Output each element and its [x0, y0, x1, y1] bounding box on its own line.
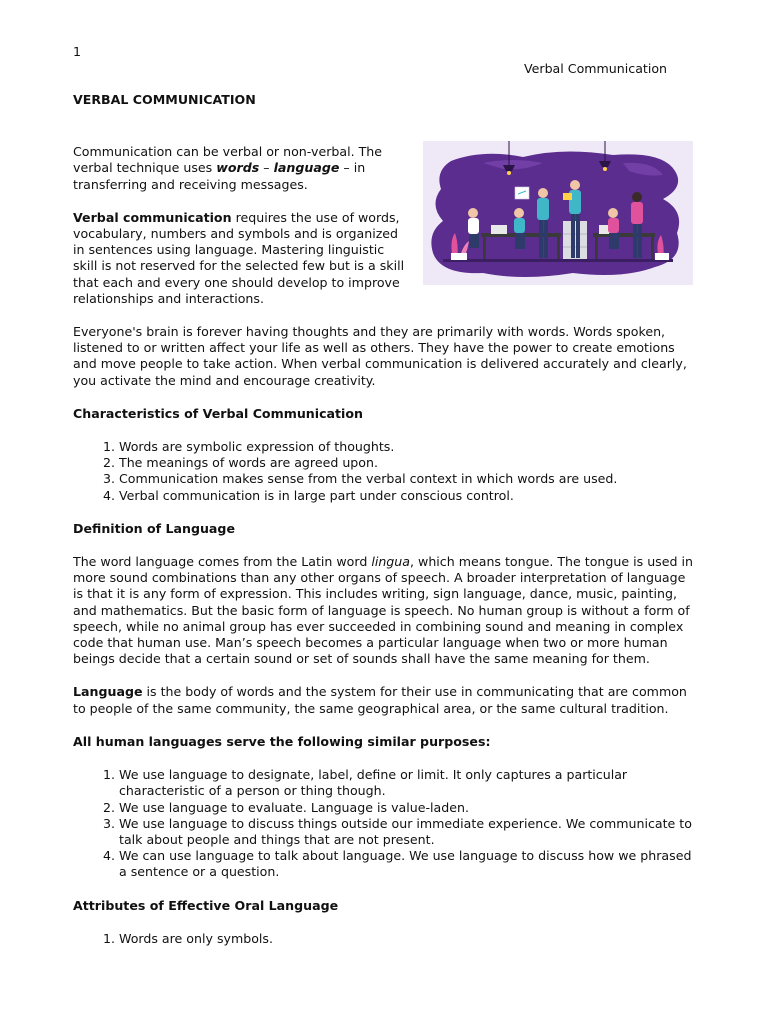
list-item: 3. We use language to discuss things outside our immediate experience. We communicate to talk about people and things that are not present.: [119, 816, 698, 848]
text: The word language comes from the Latin word: [73, 554, 372, 570]
document-title: VERBAL COMMUNICATION: [73, 92, 256, 107]
office-illustration: [423, 141, 693, 285]
term-lingua: lingua: [371, 554, 411, 570]
heading-definition: Definition of Language: [73, 520, 235, 536]
attributes-list: [73, 931, 698, 947]
emphasis-words: words: [216, 160, 260, 176]
list-item: 1. We use language to designate, label, define or limit. It only captures a particular characteristic of a person or thing though.: [119, 767, 698, 799]
heading-characteristics: Characteristics of Verbal Communication: [73, 405, 363, 421]
text: is the body of words and the system for their use in communicating that are common to people of the same community, the same geographical area, or the same cultural tradition.: [73, 684, 687, 716]
text: – in transferring and receiving messages.: [73, 160, 366, 192]
document-body: [73, 92, 698, 947]
list-item: 2. We use language to evaluate. Language is value-laden.: [119, 800, 698, 816]
heading-attributes: Attributes of Effective Oral Language: [73, 897, 339, 913]
paragraph-brain: Everyone's brain is forever having thoughts and they are primarily with words. Words spoken, listened to or written affect your life as well as others. They have the power to create emotions and move people to take action. When verbal communication is delivered accurately and clearly, you activate the mind and encourage creativity.: [73, 324, 687, 388]
emphasis-language: language: [273, 160, 340, 176]
intro-paragraph-2: [73, 210, 408, 307]
text: , which means tongue. The tongue is used in more sound combinations than any other organs of speech. A broader interpretation of language is that it is any form of expression. This includes writing, sign language, dance, music, painting, and mathematics. But the basic form of language is speech. No human group is without a form of speech, while no animal group has ever succeeded in combining sound and meaning in complex code that human use. Man’s speech becomes a particular language when two or more human beings decide that a certain sound or set of sounds shall have the same meaning for them.: [73, 554, 693, 667]
text: Communication can be verbal or non-verbal. The verbal technique uses: [73, 144, 383, 176]
heading-purposes: All human languages serve the following similar purposes:: [73, 733, 491, 749]
text: –: [259, 160, 274, 176]
term-language: Language: [73, 684, 143, 700]
list-item: 2. The meanings of words are agreed upon.: [119, 455, 698, 471]
intro-paragraph-1: [73, 144, 408, 193]
term-verbal-communication: Verbal communication: [73, 209, 232, 225]
list-item: 4. We can use language to talk about language. We use language to discuss how we phrased a sentence or a question.: [119, 848, 698, 880]
intro-section: [73, 144, 698, 307]
running-head: Verbal Communication: [524, 61, 668, 76]
purposes-list: [73, 767, 698, 880]
text: requires the use of words, vocabulary, numbers and symbols and is organized in sentences using language. Mastering linguistic skill is not reserved for the selected few but is a skill that each and every one should develop to improve relationships and interactions.: [73, 209, 405, 306]
list-item: 4. Verbal communication is in large part under conscious control.: [119, 488, 698, 504]
intro-text: [73, 144, 408, 307]
characteristics-list: [73, 439, 698, 504]
paragraph-language: [73, 684, 698, 716]
page-number: 1: [73, 44, 82, 59]
paragraph-definition: [73, 554, 698, 667]
list-item: 1. Words are only symbols.: [119, 931, 698, 947]
list-item: 1. Words are symbolic expression of thoughts.: [119, 439, 698, 455]
list-item: 3. Communication makes sense from the verbal context in which words are used.: [119, 471, 698, 487]
